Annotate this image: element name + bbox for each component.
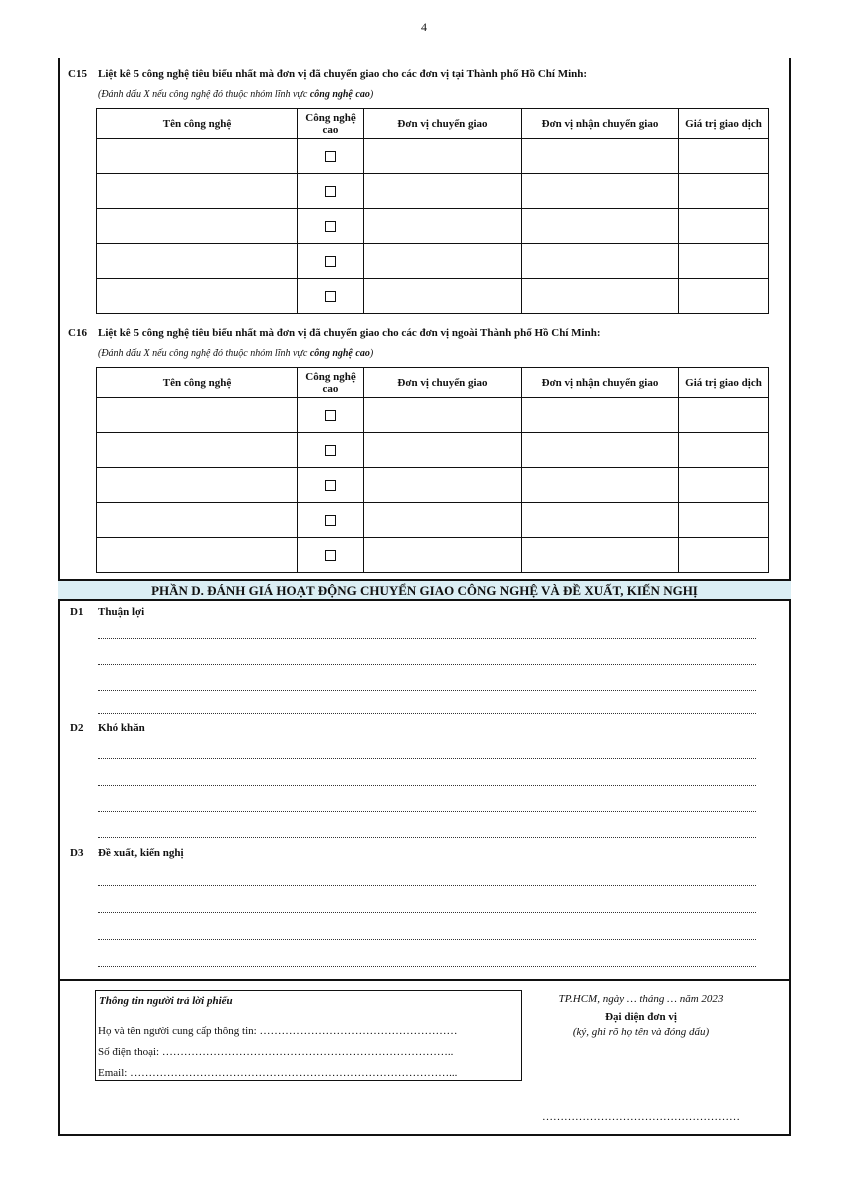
table-row	[97, 139, 769, 174]
section-d-header: PHẦN D. ĐÁNH GIÁ HOẠT ĐỘNG CHUYỂN GIAO CÔNG NGHỆ VÀ ĐỀ XUẤT, KIẾN NGHỊ	[58, 579, 791, 601]
technology-name-cell[interactable]	[97, 398, 298, 433]
high-tech-checkbox[interactable]	[325, 291, 336, 302]
d1-answer-line[interactable]	[98, 713, 756, 714]
technology-name-cell[interactable]	[97, 468, 298, 503]
technology-name-cell[interactable]	[97, 174, 298, 209]
d1-answer-line[interactable]	[98, 690, 756, 691]
question-c16	[68, 327, 601, 339]
col-high-tech-line1: Công nghệ	[305, 111, 356, 124]
value-cell[interactable]	[679, 139, 769, 174]
high-tech-checkbox[interactable]	[325, 256, 336, 267]
respondent-phone-field[interactable]: Số điện thoại: ……………………………………………………………………..	[98, 1046, 454, 1058]
col-transaction-value: Giá trị giao dịch	[679, 109, 769, 139]
transferor-cell[interactable]	[364, 244, 522, 279]
col-transaction-value: Giá trị giao dịch	[679, 368, 769, 398]
recipient-cell[interactable]	[522, 433, 679, 468]
col-high-tech	[298, 368, 364, 398]
high-tech-cell	[298, 503, 364, 538]
col-technology-name: Tên công nghệ	[97, 368, 298, 398]
signature-title: Đại diện đơn vị	[605, 1011, 677, 1023]
high-tech-cell	[298, 433, 364, 468]
table-row	[97, 398, 769, 433]
note-suffix: )	[369, 89, 374, 100]
high-tech-checkbox[interactable]	[325, 410, 336, 421]
high-tech-checkbox[interactable]	[325, 151, 336, 162]
high-tech-checkbox[interactable]	[325, 550, 336, 561]
high-tech-checkbox[interactable]	[325, 515, 336, 526]
note-emphasis: công nghệ cao	[309, 89, 370, 100]
value-cell[interactable]	[679, 244, 769, 279]
technology-name-cell[interactable]	[97, 139, 298, 174]
col-recipient: Đơn vị nhận chuyển giao	[522, 368, 679, 398]
recipient-cell[interactable]	[522, 139, 679, 174]
note-text: (Đánh dấu X nếu công nghệ đó thuộc nhóm lĩnh vực	[98, 89, 308, 100]
technology-name-cell[interactable]	[97, 244, 298, 279]
d3-answer-line[interactable]	[98, 939, 756, 940]
high-tech-cell	[298, 279, 364, 314]
transferor-cell[interactable]	[364, 433, 522, 468]
recipient-cell[interactable]	[522, 174, 679, 209]
col-high-tech-line1: Công nghệ	[305, 370, 356, 383]
value-cell[interactable]	[679, 398, 769, 433]
d1-answer-line[interactable]	[98, 638, 756, 639]
table-row	[97, 209, 769, 244]
signature-note: (ký, ghi rõ họ tên và đóng dấu)	[572, 1026, 710, 1038]
d3-label	[70, 847, 184, 859]
d3-code: D3	[70, 847, 84, 859]
table-row	[97, 503, 769, 538]
table-row	[97, 468, 769, 503]
technology-name-cell[interactable]	[97, 538, 298, 573]
value-cell[interactable]	[679, 279, 769, 314]
high-tech-checkbox[interactable]	[325, 445, 336, 456]
high-tech-cell	[298, 174, 364, 209]
d2-answer-line[interactable]	[98, 758, 756, 759]
recipient-cell[interactable]	[522, 279, 679, 314]
high-tech-cell	[298, 209, 364, 244]
section-divider	[58, 979, 791, 981]
high-tech-cell	[298, 398, 364, 433]
recipient-cell[interactable]	[522, 209, 679, 244]
value-cell[interactable]	[679, 174, 769, 209]
table-row	[97, 433, 769, 468]
technology-table-c16	[96, 367, 769, 573]
value-cell[interactable]	[679, 538, 769, 573]
table-row	[97, 538, 769, 573]
value-cell[interactable]	[679, 503, 769, 538]
note-suffix: )	[369, 348, 374, 359]
table-row	[97, 279, 769, 314]
col-transferor: Đơn vị chuyển giao	[364, 368, 522, 398]
transferor-cell[interactable]	[364, 538, 522, 573]
high-tech-cell	[298, 244, 364, 279]
question-code: C15	[68, 68, 87, 80]
question-title: Liệt kê 5 công nghệ tiêu biểu nhất mà đơn vị đã chuyển giao cho các đơn vị ngoài Thành phố Hồ Chí Minh:	[98, 327, 601, 339]
respondent-name-field[interactable]: Họ và tên người cung cấp thông tin: ………………………………………………	[98, 1025, 458, 1037]
col-transferor: Đơn vị chuyển giao	[364, 109, 522, 139]
recipient-cell[interactable]	[522, 538, 679, 573]
technology-table-c15	[96, 108, 769, 314]
d3-answer-line[interactable]	[98, 966, 756, 967]
table-row	[97, 244, 769, 279]
high-tech-cell	[298, 468, 364, 503]
respondent-email-field[interactable]: Email: ……………………………………………………………………………...	[98, 1067, 458, 1079]
transferor-cell[interactable]	[364, 468, 522, 503]
d2-code: D2	[70, 722, 84, 734]
transferor-cell[interactable]	[364, 398, 522, 433]
technology-name-cell[interactable]	[97, 279, 298, 314]
high-tech-checkbox[interactable]	[325, 186, 336, 197]
value-cell[interactable]	[679, 209, 769, 244]
transferor-cell[interactable]	[364, 139, 522, 174]
col-high-tech-line2: cao	[322, 123, 339, 136]
note-emphasis: công nghệ cao	[309, 348, 370, 359]
question-title: Liệt kê 5 công nghệ tiêu biểu nhất mà đơn vị đã chuyển giao cho các đơn vị tại Thành phố Hồ Chí Minh:	[98, 68, 588, 80]
technology-name-cell[interactable]	[97, 433, 298, 468]
high-tech-cell	[298, 139, 364, 174]
col-technology-name: Tên công nghệ	[97, 109, 298, 139]
signature-date: TP.HCM, ngày … tháng … năm 2023	[558, 993, 724, 1005]
question-c15	[68, 68, 587, 80]
d2-answer-line[interactable]	[98, 785, 756, 786]
d3-text: Đề xuất, kiến nghị	[98, 847, 184, 859]
col-recipient: Đơn vị nhận chuyển giao	[522, 109, 679, 139]
d1-text: Thuận lợi	[98, 606, 145, 618]
recipient-cell[interactable]	[522, 398, 679, 433]
question-note-c15	[98, 89, 373, 100]
high-tech-checkbox[interactable]	[325, 480, 336, 491]
d3-answer-line[interactable]	[98, 912, 756, 913]
d2-answer-line[interactable]	[98, 811, 756, 812]
transferor-cell[interactable]	[364, 209, 522, 244]
transferor-cell[interactable]	[364, 174, 522, 209]
high-tech-checkbox[interactable]	[325, 221, 336, 232]
respondent-info-box	[95, 990, 522, 1081]
d2-text: Khó khăn	[98, 722, 145, 734]
value-cell[interactable]	[679, 433, 769, 468]
question-code: C16	[68, 327, 87, 339]
technology-name-cell[interactable]	[97, 503, 298, 538]
table-row	[97, 174, 769, 209]
d2-answer-line[interactable]	[98, 837, 756, 838]
value-cell[interactable]	[679, 468, 769, 503]
recipient-cell[interactable]	[522, 468, 679, 503]
page-number: 4	[421, 20, 427, 34]
col-high-tech	[298, 109, 364, 139]
transferor-cell[interactable]	[364, 503, 522, 538]
respondent-info-title: Thông tin người trả lời phiếu	[99, 995, 233, 1007]
recipient-cell[interactable]	[522, 244, 679, 279]
signature-line[interactable]: ………………………………………………	[542, 1111, 740, 1123]
d1-answer-line[interactable]	[98, 664, 756, 665]
transferor-cell[interactable]	[364, 279, 522, 314]
high-tech-cell	[298, 538, 364, 573]
recipient-cell[interactable]	[522, 503, 679, 538]
question-note-c16	[98, 348, 373, 359]
d1-label	[70, 606, 144, 618]
d3-answer-line[interactable]	[98, 885, 756, 886]
d2-label	[70, 722, 145, 734]
col-high-tech-line2: cao	[322, 382, 339, 395]
technology-name-cell[interactable]	[97, 209, 298, 244]
note-text: (Đánh dấu X nếu công nghệ đó thuộc nhóm lĩnh vực	[98, 348, 308, 359]
d1-code: D1	[70, 606, 84, 618]
